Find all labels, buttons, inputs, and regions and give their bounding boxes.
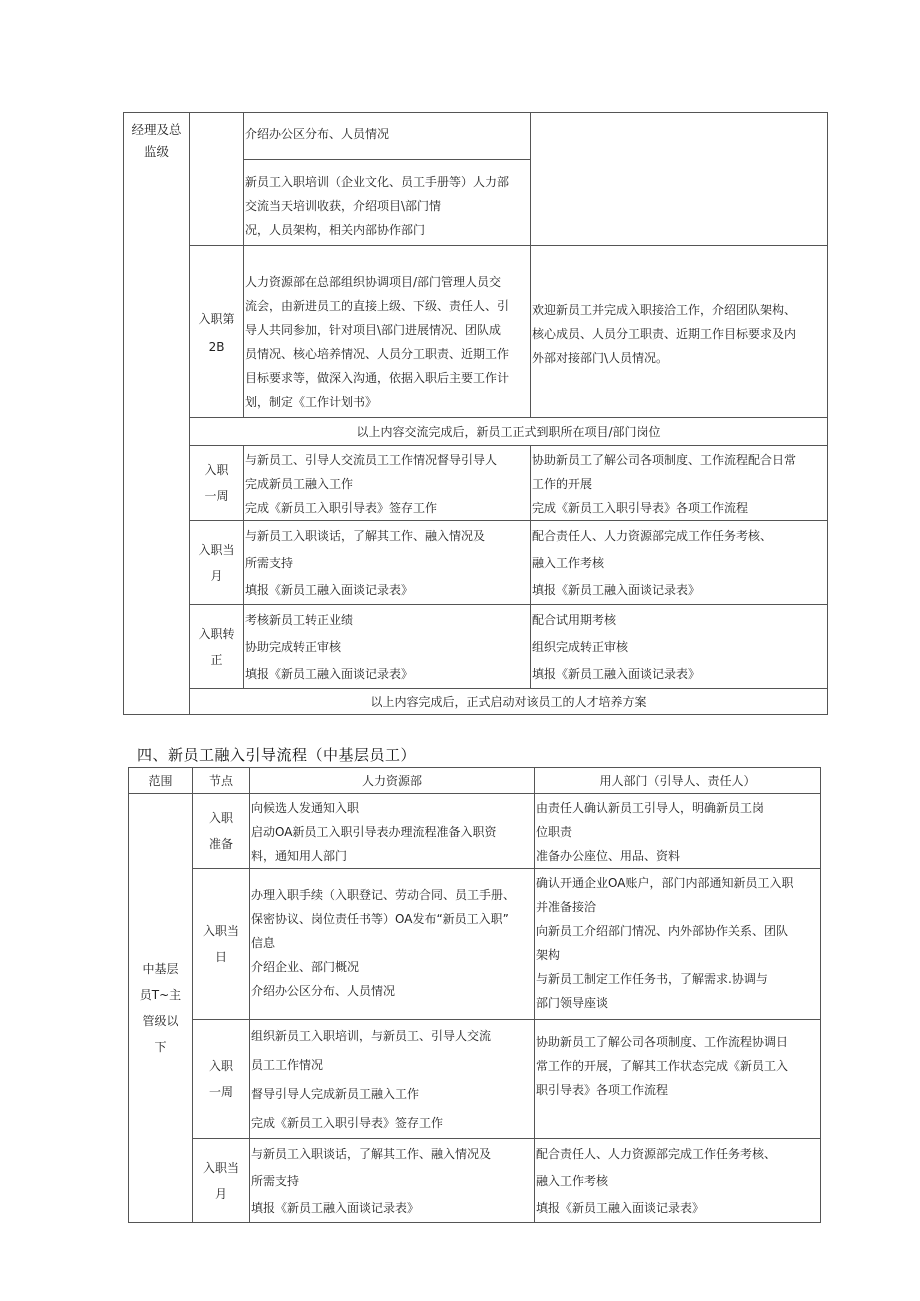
dept-text: 并准备接洽 bbox=[536, 900, 597, 914]
node-cell-empty bbox=[190, 113, 244, 246]
dept-text: 向新员工介绍部门情况、内外部协作关系、团队 bbox=[536, 924, 789, 938]
dept-cell bbox=[531, 521, 828, 605]
dept-cell bbox=[535, 794, 821, 869]
scope-cell bbox=[129, 794, 193, 1223]
hr-text: 完成《新员工入职引导表》签存工作 bbox=[245, 501, 438, 515]
hr-text: 启动OA新员工入职引导表办理流程准备入职资 bbox=[251, 825, 497, 839]
dept-text: 工作的开展 bbox=[532, 477, 593, 491]
dept-text: 欢迎新员工并完成入职接洽工作，介绍团队架构、 bbox=[532, 303, 797, 317]
node-cell bbox=[193, 1139, 250, 1223]
dept-cell bbox=[531, 605, 828, 689]
onboarding-table-staff bbox=[128, 767, 821, 1223]
hr-text: 督导引导人完成新员工融入工作 bbox=[251, 1087, 420, 1101]
hr-text: 流会，由新进员工的直接上级、下级、责任人、引 bbox=[245, 299, 510, 313]
dept-text: 常工作的开展，了解其工作状态完成《新员工入 bbox=[536, 1059, 789, 1073]
header-scope: 范围 bbox=[129, 768, 193, 794]
dept-cell bbox=[535, 1139, 821, 1223]
hr-text: 与新员工入职谈话，了解其工作、融入情况及 bbox=[245, 529, 486, 543]
node-label: 入职准备 bbox=[208, 811, 233, 851]
hr-text: 保密协议、岗位责任书等）OA发布“新员工入职” bbox=[251, 912, 509, 926]
node-cell bbox=[190, 446, 244, 521]
dept-text: 准备办公座位、用品、资料 bbox=[536, 849, 681, 863]
dept-cell bbox=[531, 246, 828, 418]
dept-text: 与新员工制定工作任务书，了解需求.协调与 bbox=[536, 972, 768, 986]
dept-text: 位职责 bbox=[536, 825, 573, 839]
node-cell bbox=[190, 521, 244, 605]
dept-text: 组织完成转正审核 bbox=[532, 640, 629, 654]
note-text: 以上内容交流完成后，新员工正式到职所在项目/部门岗位 bbox=[356, 424, 661, 439]
node-label: 入职第2B bbox=[198, 311, 235, 354]
hr-text: 与新员工入职谈话，了解其工作、融入情况及 bbox=[251, 1147, 492, 1161]
scope-label: 经理及总监级 bbox=[131, 122, 182, 159]
dept-text: 填报《新员工融入面谈记录表》 bbox=[532, 667, 701, 681]
hr-text: 交流当天培训收获，介绍项目\部门情 bbox=[245, 199, 442, 213]
dept-cell bbox=[531, 113, 828, 246]
hr-text: 填报《新员工融入面谈记录表》 bbox=[245, 667, 414, 681]
hr-text: 介绍办公区分布、人员情况 bbox=[251, 984, 396, 998]
node-label: 入职一周 bbox=[204, 463, 229, 503]
dept-text: 架构 bbox=[536, 948, 561, 962]
dept-text: 配合责任人、人力资源部完成工作任务考核、 bbox=[536, 1147, 777, 1161]
header-hr: 人力资源部 bbox=[250, 768, 535, 794]
dept-cell bbox=[535, 1020, 821, 1139]
dept-text: 填报《新员工融入面谈记录表》 bbox=[536, 1201, 705, 1215]
row-divider bbox=[244, 146, 530, 160]
dept-text: 配合试用期考核 bbox=[532, 613, 617, 627]
dept-text: 职引导表》各项工作流程 bbox=[536, 1083, 669, 1097]
section-title: 四、新员工融入引导流程（中基层员工） bbox=[137, 746, 417, 764]
hr-text: 所需支持 bbox=[251, 1174, 300, 1188]
node-label: 入职转正 bbox=[198, 626, 235, 667]
dept-text: 外部对接部门\人员情况。 bbox=[532, 351, 669, 365]
scope-label: 中基层员T~主管级以下 bbox=[139, 962, 182, 1054]
node-cell bbox=[193, 794, 250, 869]
hr-text: 考核新员工转正业绩 bbox=[245, 613, 354, 627]
hr-text: 目标要求等，做深入沟通，依据入职后主要工作计 bbox=[245, 371, 510, 385]
dept-text: 确认开通企业OA账户，部门内部通知新员工入职 bbox=[536, 876, 794, 890]
note-row bbox=[190, 418, 828, 446]
hr-text: 协助完成转正审核 bbox=[245, 640, 342, 654]
dept-cell bbox=[535, 869, 821, 1020]
hr-text: 与新员工、引导人交流员工工作情况督导引导人 bbox=[245, 453, 498, 467]
hr-text: 组织新员工入职培训，与新员工、引导人交流 bbox=[251, 1029, 492, 1043]
hr-cell bbox=[244, 246, 531, 418]
dept-cell bbox=[531, 446, 828, 521]
hr-text: 导人共同参加，针对项目\部门进展情况、团队成 bbox=[245, 323, 502, 337]
hr-text: 新员工入职培训（企业文化、员工手册等）人力部 bbox=[245, 175, 510, 189]
hr-cell bbox=[244, 446, 531, 521]
hr-cell bbox=[244, 113, 531, 246]
dept-text: 融入工作考核 bbox=[532, 556, 605, 570]
hr-cell bbox=[250, 1020, 535, 1139]
scope-cell bbox=[124, 113, 190, 715]
node-cell bbox=[193, 869, 250, 1020]
dept-text: 填报《新员工融入面谈记录表》 bbox=[532, 583, 701, 597]
node-cell bbox=[190, 246, 244, 418]
header-node: 节点 bbox=[193, 768, 250, 794]
hr-text: 料，通知用人部门 bbox=[251, 849, 348, 863]
hr-text: 介绍办公区分布、人员情况 bbox=[245, 127, 390, 141]
hr-text: 向候选人发通知入职 bbox=[251, 801, 360, 815]
node-label: 入职当日 bbox=[202, 924, 239, 964]
hr-text: 介绍企业、部门概况 bbox=[251, 960, 360, 974]
node-cell bbox=[190, 605, 244, 689]
dept-text: 协助新员工了解公司各项制度、工作流程配合日常 bbox=[532, 453, 797, 467]
hr-cell bbox=[250, 869, 535, 1020]
hr-text: 办理入职手续（入职登记、劳动合同、员工手册、 bbox=[251, 888, 516, 902]
hr-text: 况，人员架构，相关内部协作部门 bbox=[245, 223, 426, 237]
hr-cell bbox=[244, 605, 531, 689]
dept-text: 完成《新员工入职引导表》各项工作流程 bbox=[532, 501, 749, 515]
dept-text: 部门领导座谈 bbox=[536, 996, 609, 1010]
node-label: 入职当月 bbox=[202, 1160, 239, 1201]
hr-cell bbox=[244, 521, 531, 605]
hr-text: 划，制定《工作计划书》 bbox=[245, 395, 378, 409]
dept-text: 协助新员工了解公司各项制度、工作流程协调日 bbox=[536, 1035, 789, 1049]
note-row bbox=[190, 689, 828, 715]
onboarding-table-managers bbox=[123, 112, 828, 715]
node-label: 入职当月 bbox=[198, 542, 235, 583]
hr-text: 所需支持 bbox=[245, 556, 294, 570]
dept-text: 融入工作考核 bbox=[536, 1174, 609, 1188]
dept-text: 配合责任人、人力资源部完成工作任务考核、 bbox=[532, 529, 773, 543]
dept-text: 核心成员、人员分工职责、近期工作目标要求及内 bbox=[532, 327, 797, 341]
hr-text: 员工工作情况 bbox=[251, 1058, 324, 1072]
hr-text: 人力资源部在总部组织协调项目/部门管理人员交 bbox=[245, 275, 502, 289]
hr-text: 完成新员工融入工作 bbox=[245, 477, 354, 491]
dept-text: 由责任人确认新员工引导人，明确新员工岗 bbox=[536, 801, 765, 815]
hr-text: 填报《新员工融入面谈记录表》 bbox=[251, 1201, 420, 1215]
hr-text: 信息 bbox=[251, 936, 276, 950]
hr-cell bbox=[250, 794, 535, 869]
node-label: 入职一周 bbox=[208, 1059, 233, 1099]
hr-text: 员情况、核心培养情况、人员分工职责、近期工作 bbox=[245, 347, 510, 361]
node-cell bbox=[193, 1020, 250, 1139]
hr-text: 完成《新员工入职引导表》签存工作 bbox=[251, 1116, 444, 1130]
note-text: 以上内容完成后，正式启动对该员工的人才培养方案 bbox=[370, 694, 647, 709]
header-dept: 用人部门（引导人、责任人） bbox=[535, 768, 821, 794]
hr-text: 填报《新员工融入面谈记录表》 bbox=[245, 583, 414, 597]
hr-cell bbox=[250, 1139, 535, 1223]
